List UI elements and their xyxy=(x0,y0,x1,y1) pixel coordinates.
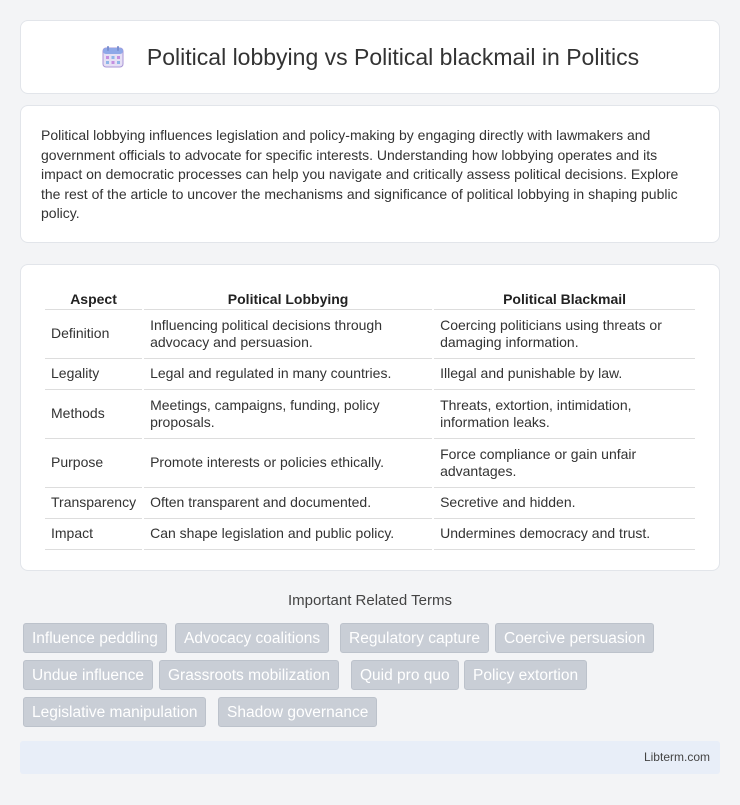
row-lobbying: Meetings, campaigns, funding, policy proposals. xyxy=(144,390,432,439)
row-aspect: Legality xyxy=(45,359,142,390)
related-term-tag[interactable]: Advocacy coalitions xyxy=(175,623,329,653)
row-blackmail: Coercing politicians using threats or damaging information. xyxy=(434,310,695,359)
header-political-lobbying: Political Lobbying xyxy=(144,285,432,310)
related-term-tag[interactable]: Policy extortion xyxy=(464,660,587,690)
row-lobbying: Often transparent and documented. xyxy=(144,488,432,519)
intro-text: Political lobbying influences legislation and policy-making by engaging directly with lawmakers and government officials to advocate for specific interests. Understanding how lobbying operates and its impact on democratic processes can help you navigate and critically assess political decisions. Explore the rest of the article to uncover the mechanisms and significance of political lobbying in shaping public policy. xyxy=(41,127,679,221)
row-blackmail: Force compliance or gain unfair advantages. xyxy=(434,439,695,488)
related-term-tag[interactable]: Regulatory capture xyxy=(340,623,489,653)
comparison-table-card xyxy=(20,264,720,571)
row-blackmail: Secretive and hidden. xyxy=(434,488,695,519)
row-lobbying: Legal and regulated in many countries. xyxy=(144,359,432,390)
row-blackmail: Undermines democracy and trust. xyxy=(434,519,695,550)
header-aspect: Aspect xyxy=(45,285,142,310)
related-term-tag[interactable]: Quid pro quo xyxy=(351,660,459,690)
row-aspect: Transparency xyxy=(45,488,142,519)
related-term-tag[interactable]: Undue influence xyxy=(23,660,153,690)
title-card xyxy=(20,20,720,94)
header-political-blackmail: Political Blackmail xyxy=(434,285,695,310)
table-row xyxy=(45,519,695,550)
table-row xyxy=(45,359,695,390)
related-term-tag[interactable]: Influence peddling xyxy=(23,623,167,653)
intro-card xyxy=(20,105,720,243)
row-lobbying: Influencing political decisions through advocacy and persuasion. xyxy=(144,310,432,359)
footer-site-link[interactable]: Libterm.com xyxy=(643,750,710,764)
related-terms-title: Important Related Terms xyxy=(288,592,452,609)
row-blackmail: Threats, extortion, intimidation, information leaks. xyxy=(434,390,695,439)
table-row xyxy=(45,439,695,488)
comparison-table xyxy=(43,285,697,550)
row-aspect: Purpose xyxy=(45,439,142,488)
related-term-tag[interactable]: Coercive persuasion xyxy=(495,623,654,653)
row-lobbying: Promote interests or policies ethically. xyxy=(144,439,432,488)
row-blackmail: Illegal and punishable by law. xyxy=(434,359,695,390)
footer xyxy=(20,741,720,774)
row-aspect: Impact xyxy=(45,519,142,550)
related-term-tag[interactable]: Legislative manipulation xyxy=(23,697,206,727)
table-row xyxy=(45,488,695,519)
row-lobbying: Can shape legislation and public policy. xyxy=(144,519,432,550)
page-title: Political lobbying vs Political blackmail in Politics xyxy=(146,43,640,70)
table-row xyxy=(45,390,695,439)
related-term-tag[interactable]: Grassroots mobilization xyxy=(159,660,339,690)
row-aspect: Definition xyxy=(45,310,142,359)
row-aspect: Methods xyxy=(45,390,142,439)
calendar-icon xyxy=(101,45,125,69)
table-row xyxy=(45,310,695,359)
related-term-tag[interactable]: Shadow governance xyxy=(218,697,377,727)
